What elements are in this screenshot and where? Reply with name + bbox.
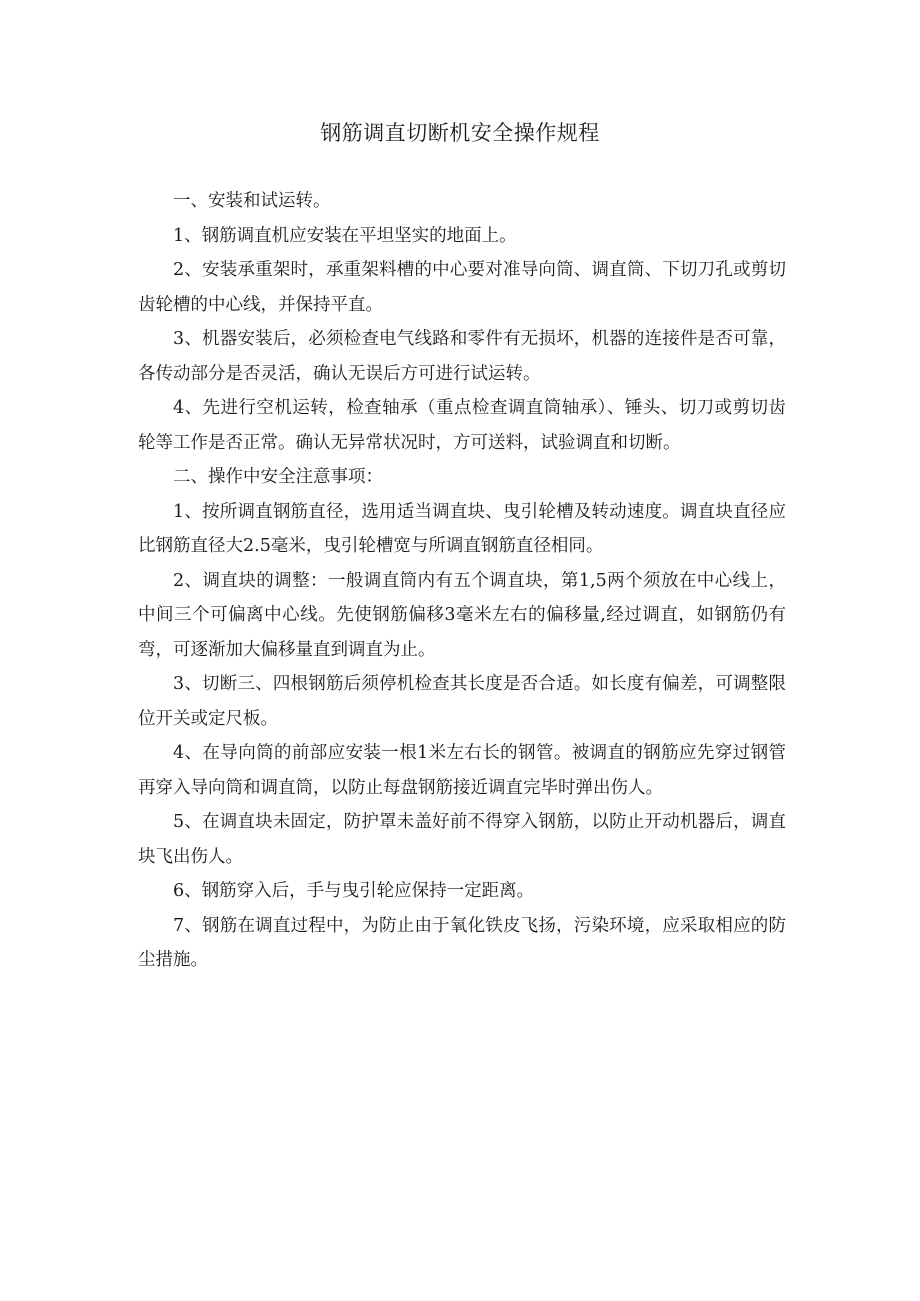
paragraph: 7、钢筋在调直过程中，为防止由于氧化铁皮飞扬，污染环境，应采取相应的防尘措施。 [138, 915, 786, 970]
document-body [138, 184, 786, 978]
paragraph: 5、在调直块未固定，防护罩未盖好前不得穿入钢筋，以防止开动机器后，调直块飞出伤人。 [138, 812, 786, 867]
paragraph: 6、钢筋穿入后，手与曳引轮应保持一定距离。 [173, 881, 535, 901]
paragraph: 1、钢筋调直机应安装在平坦坚实的地面上。 [173, 225, 517, 246]
paragraph: 一、安装和试运转。 [173, 191, 331, 211]
document-title: 钢筋调直切断机安全操作规程 [320, 121, 600, 145]
paragraph: 1、按所调直钢筋直径，选用适当调直块、曳引轮槽及转动速度。调直块直径应比钢筋直径大2.5毫米，曳引轮槽宽与所调直钢筋直径相同。 [138, 501, 786, 556]
paragraph: 二、操作中安全注意事项： [173, 467, 383, 487]
paragraph: 4、在导向筒的前部应安装一根1米左右长的钢管。被调直的钢筋应先穿过钢管再穿入导向筒和调直筒，以防止每盘钢筋接近调直完毕时弹出伤人。 [138, 743, 786, 798]
paragraph: 3、切断三、四根钢筋后须停机检查其长度是否合适。如长度有偏差，可调整限位开关或定尺板。 [138, 674, 786, 729]
paragraph: 2、安装承重架时，承重架料槽的中心要对准导向筒、调直筒、下切刀孔或剪切齿轮槽的中心线，并保持平直。 [138, 260, 786, 315]
paragraph: 4、先进行空机运转，检查轴承（重点检查调直筒轴承）、锤头、切刀或剪切齿轮等工作是否正常。确认无异常状况时，方可送料，试验调直和切断。 [138, 398, 786, 453]
paragraph: 2、调直块的调整：一般调直筒内有五个调直块，第1,5两个须放在中心线上，中间三个可偏离中心线。先使钢筋偏移3毫米左右的偏移量,经过调直，如钢筋仍有弯，可逐渐加大偏移量直到调直为止。 [138, 570, 786, 660]
paragraph: 3、机器安装后，必须检查电气线路和零件有无损坏，机器的连接件是否可靠，各传动部分是否灵活，确认无误后方可进行试运转。 [138, 329, 786, 384]
